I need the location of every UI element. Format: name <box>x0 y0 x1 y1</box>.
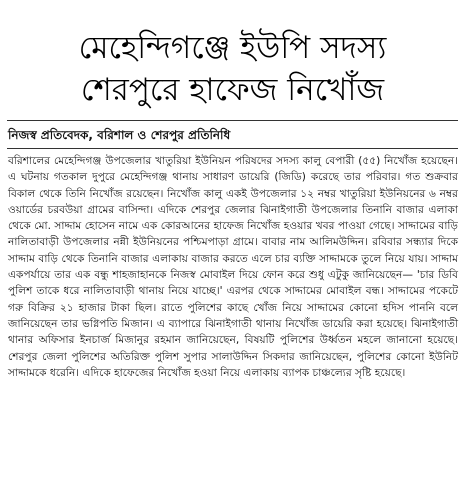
article-paragraph: বরিশালের মেহেন্দিগঞ্জ উপজেলার খাতুরিয়া ইউনিয়ন পরিষদের সদস্য কালু বেপারী (৫৫) নিখোঁজ হয়েছেন। এ ঘটনায় গতকাল দুপুরে মেহেন্দিগঞ্জ থানায় সাধারণ ডায়েরি (জিডি) করেছে তার পরিবার। গত শুক্রবার বিকাল থেকে তিনি নিখোঁজ রয়েছেন। নিখোঁজ কালু একই উপজেলার ১২ নম্বর খাতুরিয়া ইউনিয়নের ৬ নম্বর ওয়ার্ডের চরবউয়া গ্রামের বাসিন্দা। এদিকে শেরপুর জেলার ঝিনাইগাতী উপজেলার তিনানি বাজার এলাকা থেকে মো. সাদ্দাম হোসেন নামে এক কোরআনের হাফেজ নিখোঁজ হওয়ার খবর পাওয়া গেছে। সাদ্দামের বাড়ি নালিতাবাড়ী উপজেলার নন্নী ইউনিয়নের পশ্চিমপাড়া গ্রামে। বাবার নাম আলিমউদ্দিন। রবিবার সন্ধ্যার দিকে সাদ্দাম বাড়ি থেকে তিনানি বাজার এলাকায় বাজার করতে এলে চার ব্যক্তি সাদ্দামকে তুলে নিয়ে যায়। সাদ্দাম একপর্যায়ে তার এক বন্ধু শাহজাহানকে নিজস্ব মোবাইল দিয়ে ফোন করে শুধু এটুকু জানিয়েছেন— 'চার ডিবি পুলিশ তাকে ধরে নালিতাবাড়ী থানায় নিয়ে যাচ্ছে।' এরপর থেকে সাদ্দামের মোবাইল বন্ধ। সাদ্দামের পকেটে গরু বিক্রির ২১ হাজার টাকা ছিল। রাতে পুলিশের কাছে খোঁজ নিয়ে সাদ্দামের কোনো হদিস পাননি বলে জানিয়েছেন তার ভগ্নিপতি মিজান। এ ব্যাপারে ঝিনাইগাতী থানায় নিখোঁজ ডায়েরি করা হয়েছে। ঝিনাইগাতী থানার অফিসার ইনচার্জ মিজানুর রহমান জানিয়েছেন, বিষয়টি পুলিশের উর্ধ্বতন মহলে জানানো হয়েছে। শেরপুর জেলা পুলিশের অতিরিক্ত পুলিশ সুপার সালাউদ্দিন সিকদার জানিয়েছেন, পুলিশের কোনো ইউনিট সাদ্দামকে ধরেনি। এদিকে হাফেজের নিখোঁজ হওয়া নিয়ে এলাকায় ব্যাপক চাঞ্চল্যের সৃষ্টি হয়েছে। <box>8 155 458 379</box>
headline-line-1: মেহেন্দিগঞ্জে ইউপি সদস্য <box>78 30 387 66</box>
article-body <box>8 153 458 381</box>
headline-line-2: শেরপুরে হাফেজ নিখোঁজ <box>80 72 385 108</box>
headline-divider <box>7 120 458 121</box>
byline: নিজস্ব প্রতিবেদক, বরিশাল ও শেরপুর প্রতিনিধি <box>8 128 231 142</box>
byline-divider <box>7 148 458 149</box>
headline <box>0 0 465 120</box>
